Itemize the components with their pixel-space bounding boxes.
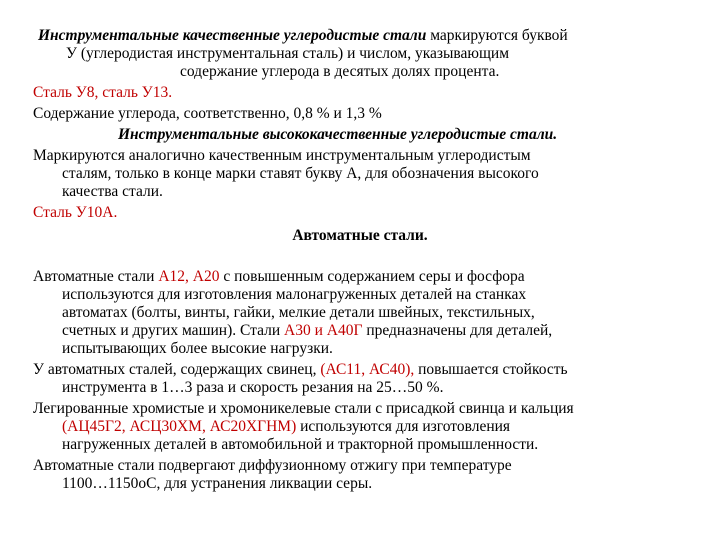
text-span: повышается стойкость — [414, 361, 568, 378]
paragraph-line: У (углеродистая инструментальная сталь) и числом, указывающим — [66, 45, 510, 62]
section-heading: Инструментальные высококачественные углеродистые стали. — [118, 126, 558, 143]
paragraph-line — [33, 361, 568, 379]
paragraph-line: нагруженных деталей в автомобильной и тракторной промышленности. — [62, 436, 539, 453]
paragraph-line — [38, 27, 568, 45]
paragraph-line: Автоматные стали подвергают диффузионному отжигу при температуре — [33, 457, 512, 474]
text-span: Автоматные стали — [33, 268, 159, 285]
section-heading: Автоматные стали. — [292, 227, 428, 244]
paragraph-line: используются для изготовления малонагруженных деталей на станках — [62, 286, 527, 303]
paragraph-line: Легированные хромистые и хромоникелевые стали с присадкой свинца и кальция — [33, 400, 574, 417]
text-span: используются для изготовления — [296, 418, 511, 435]
paragraph-line: 1100…1150оС, для устранения ликвации серы. — [62, 475, 373, 492]
steel-grade: А30 и А40Г — [284, 322, 363, 339]
paragraph-line — [62, 322, 552, 340]
example-line: Сталь У10А. — [33, 204, 118, 221]
example-line: Сталь У8, сталь У13. — [33, 84, 173, 101]
paragraph-line: инструмента в 1…3 раза и скорость резания на 25…50 %. — [62, 379, 444, 396]
paragraph-line — [62, 418, 510, 436]
text-span: счетных и других машин). Стали — [62, 322, 285, 339]
text-span: предназначены для деталей, — [362, 322, 553, 339]
paragraph-line: качества стали. — [62, 183, 163, 200]
paragraph-line: содержание углерода в десятых долях процента. — [180, 63, 500, 80]
paragraph-line: сталям, только в конце марки ставят букву А, для обозначения высокого — [62, 165, 539, 182]
steel-grade: (АС11, АС40), — [320, 361, 415, 378]
paragraph-line: автоматах (болты, винты, гайки, мелкие детали швейных, текстильных, — [62, 304, 535, 321]
text-span: У автоматных сталей, содержащих свинец, — [33, 361, 321, 378]
paragraph-line: Маркируются аналогично качественным инструментальным углеродистым — [33, 147, 531, 164]
paragraph-line: испытывающих более высокие нагрузки. — [62, 340, 333, 357]
paragraph-line: Содержание углерода, соответственно, 0,8 % и 1,3 % — [33, 105, 382, 122]
steel-grade: А12, А20 — [158, 268, 220, 285]
text-span: маркируются буквой — [426, 27, 568, 44]
paragraph-line — [33, 268, 525, 286]
bold-italic-term: Инструментальные качественные углеродистые стали — [38, 27, 427, 44]
steel-grade: (АЦ45Г2, АСЦ30ХМ, АС20ХГНМ) — [62, 418, 297, 435]
text-span: с повышенным содержанием серы и фосфора — [219, 268, 525, 285]
